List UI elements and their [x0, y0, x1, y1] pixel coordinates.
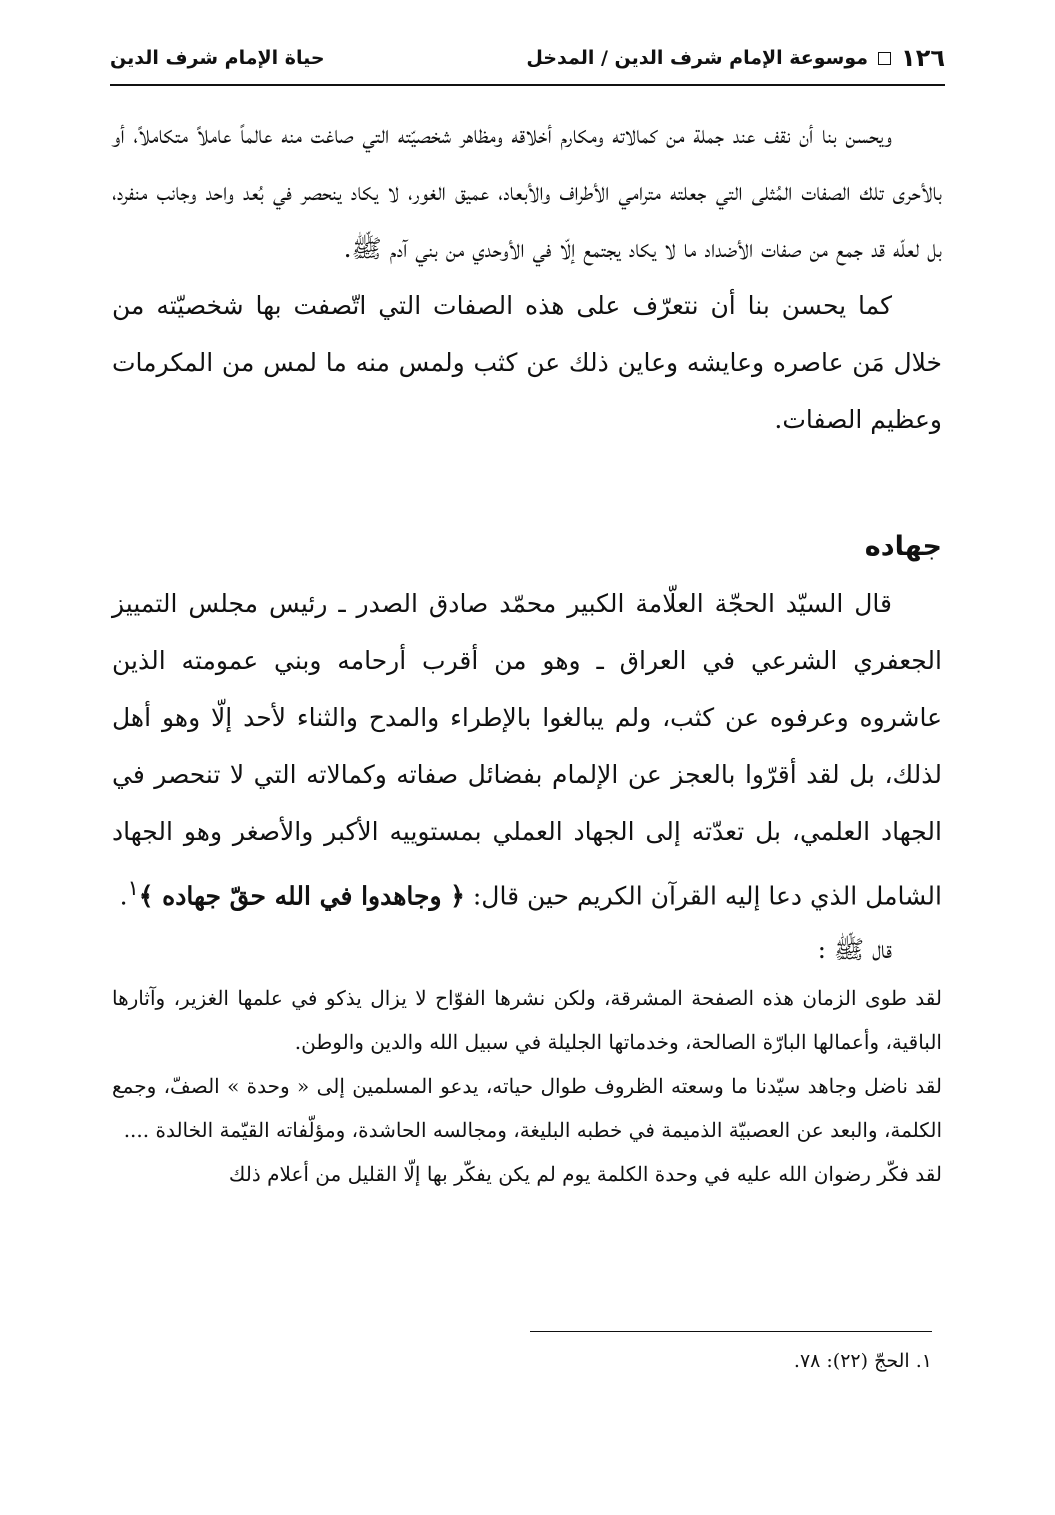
- running-header: [110, 40, 945, 76]
- paragraph-end: .: [119, 881, 128, 911]
- chapter-title: حياة الإمام شرف الدين: [110, 47, 325, 69]
- section-heading: جهاده: [864, 531, 942, 562]
- page-number: ١٢٦: [901, 44, 945, 72]
- square-separator-icon: [878, 52, 891, 65]
- paragraph: كما يحسن بنا أن نتعرّف على هذه الصفات التي اتّصفت بها شخصيّته من خلال مَن عاصره وعايشه وعاين ذلك عن كثب ولمس منه ما لمس من المكرمات وعظيم الصفات.: [112, 291, 942, 434]
- header-divider: [110, 84, 945, 86]
- quran-verse: ﴿ وجاهدوا في الله حقّ جهاده ﴾: [138, 881, 465, 911]
- quoted-paragraph: لقد ناضل وجاهد سيّدنا ما وسعته الظروف طوال حياته، يدعو المسلمين إلى « وحدة » الصفّ، وجمع الكلمة، والبعد عن العصبيّة الذميمة في خطبه البليغة، ومجالسه الحاشدة، ومؤلّفاته القيّمة الخالدة ....: [112, 1074, 942, 1143]
- quoted-paragraph: لقد فكّر رضوان الله عليه في وحدة الكلمة يوم لم يكن يفكّر بها إلّا القليل من أعلام ذلك: [228, 1162, 942, 1187]
- page-body: [112, 106, 942, 1196]
- paragraph: ويحسن بنا أن نقف عند جملة من كمالاته ومكارم أخلاقه ومظاهر شخصيّته التي صاغت منه عالماً عاملاً متكاملاً، أو بالأحرى تلك الصفات المُثلى التي جعلته مترامي الأطراف والأبعاد، عميق الغور، لا يكاد ينحصر في بُعد واحد وجانب منفرد، بل لعلّه قد جمع من صفات الأضداد ما لا يكاد يجتمع إلّا في الأوحدي من بني آدم ﷺ.: [112, 120, 942, 263]
- paragraph-text: قال السيّد الحجّة العلّامة الكبير محمّد صادق الصدر ـ رئيس مجلس التمييز الجعفري الشرعي في العراق ـ وهو من أقرب أرحامه وبني عمومته الذين عاشروه وعرفوه عن كثب، ولم يبالغوا بالإطراء والمدح والثناء لأحد إلّا وهو أهل لذلك، بل لقد أقرّوا بالعجز عن الإلمام بفضائل صفاته وكمالاته التي لا تنحصر في الجهاد العلمي، بل تعدّته إلى الجهاد العملي بمستوييه الأكبر والأصغر وهو الجهاد الشامل الذي دعا إليه القرآن الكريم حين قال:: [112, 589, 942, 911]
- quote-intro: قال ﷺ :: [817, 935, 892, 965]
- header-right-group: [526, 44, 945, 72]
- footnote-divider: [530, 1331, 932, 1332]
- paragraph-with-verse: [112, 575, 942, 924]
- encyclopedia-title: موسوعة الإمام شرف الدين / المدخل: [526, 47, 869, 69]
- footnote-marker: ١: [127, 876, 139, 900]
- footnote: ١. الحجّ (٢٢): ٧٨.: [793, 1350, 932, 1372]
- quoted-paragraph: لقد طوى الزمان هذه الصفحة المشرقة، ولكن نشرها الفوّاح لا يزال يذكو في علمها الغزير، وآثارها الباقية، وأعمالها البارّة الصالحة، وخدماتها الجليلة في سبيل الله والدين والوطن.: [112, 986, 942, 1055]
